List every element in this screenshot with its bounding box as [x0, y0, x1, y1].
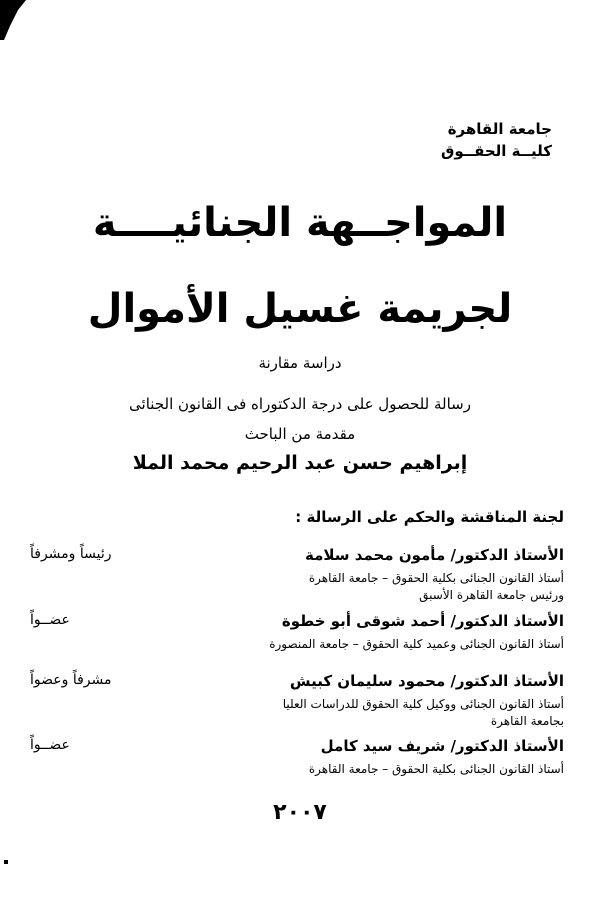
committee-member: [30, 546, 564, 604]
study-type: دراسة مقارنة: [258, 354, 342, 372]
member-description-line: أستاذ القانون الجنائى ووكيل كلية الحقوق للدراسات العليا: [282, 697, 564, 711]
member-description: [30, 570, 564, 604]
member-role: مشرفاً وعضواً: [30, 672, 112, 688]
member-description-line: أستاذ القانون الجنائى وعميد كلية الحقوق – جامعة المنصورة: [269, 637, 564, 651]
member-role: عضــواً: [30, 612, 70, 628]
presented-by: مقدمة من الباحث: [244, 425, 356, 443]
year: ٢٠٠٧: [273, 800, 327, 825]
committee-heading: لجنة المناقشة والحكم على الرسالة :: [295, 508, 564, 526]
member-description-line: ورئيس جامعة القاهرة الأسبق: [419, 588, 564, 602]
faculty-name: كليــة الحقــوق: [441, 142, 552, 160]
member-description: [30, 696, 564, 730]
member-name: الأستاذ الدكتور/ أحمد شوقى أبو خطوة: [281, 612, 564, 630]
thesis-purpose: رسالة للحصول على درجة الدكتوراه فى القانون الجنائى: [129, 395, 471, 413]
member-description: [30, 636, 564, 653]
researcher-name: إبراهيم حسن عبد الرحيم محمد الملا: [132, 452, 468, 474]
university-name: جامعة القاهرة: [447, 120, 552, 138]
committee-member: [30, 737, 564, 778]
main-title-line-2: لجريمة غسيل الأموال: [87, 286, 513, 332]
committee-member: [30, 672, 564, 730]
university-header: [441, 118, 552, 162]
member-description-line: بجامعة القاهرة: [490, 714, 564, 728]
member-role: رئيساً ومشرفاً: [30, 546, 112, 562]
member-name: الأستاذ الدكتور/ مأمون محمد سلامة: [305, 546, 564, 564]
member-name: الأستاذ الدكتور/ شريف سيد كامل: [320, 737, 564, 755]
scan-speck: [4, 860, 8, 864]
member-role: عضــواً: [30, 737, 70, 753]
member-description-line: أستاذ القانون الجنائى بكلية الحقوق – جامعة القاهرة: [308, 762, 564, 776]
main-title-line-1: المواجــهة الجنائيــــة: [92, 200, 508, 246]
committee-member: [30, 612, 564, 653]
member-description-line: أستاذ القانون الجنائى بكلية الحقوق – جامعة القاهرة: [308, 571, 564, 585]
member-name: الأستاذ الدكتور/ محمود سليمان كبيش: [289, 672, 564, 690]
corner-shape: [0, 0, 40, 40]
member-description: [30, 761, 564, 778]
